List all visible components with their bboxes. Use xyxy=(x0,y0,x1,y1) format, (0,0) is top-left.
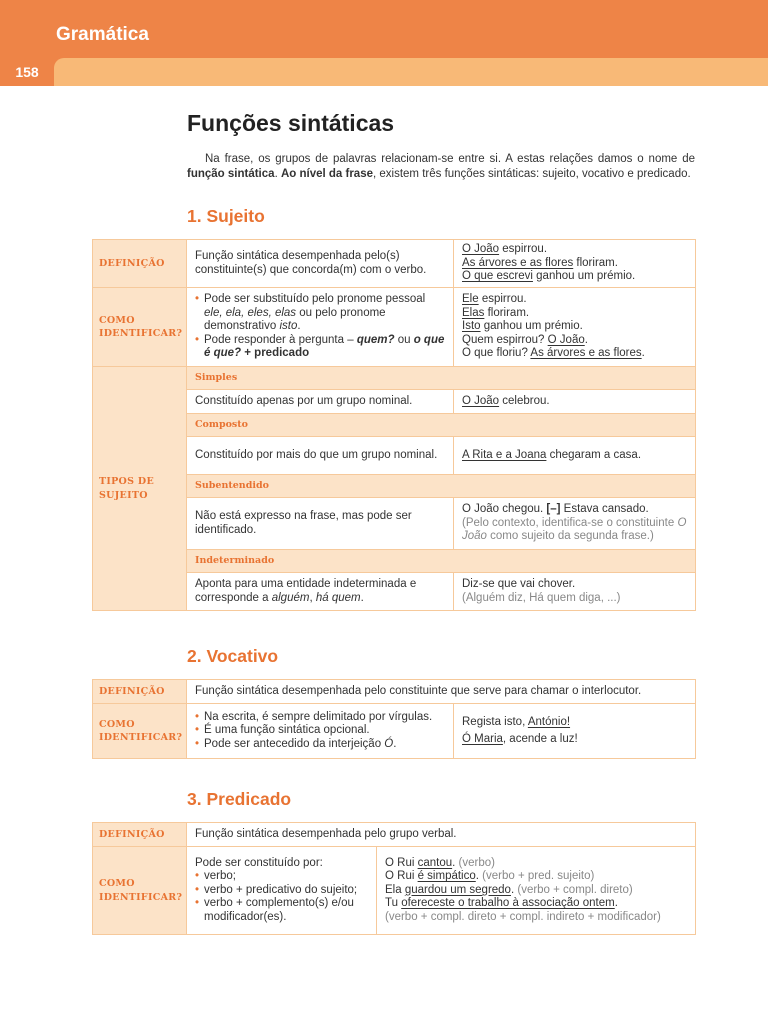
simples-text: Constituído apenas por um grupo nominal. xyxy=(187,390,454,414)
sublabel-indeterminado: Indeterminado xyxy=(187,550,696,573)
label-como-identificar: COMO IDENTIFICAR? xyxy=(93,288,187,367)
page-title: Funções sintáticas xyxy=(187,110,395,136)
sublabel-simples: Simples xyxy=(187,367,696,390)
list-item: • verbo + predicativo do sujeito; xyxy=(195,884,368,898)
list-item: • Na escrita, é sempre delimitado por vírgulas. xyxy=(195,711,445,725)
top-header-bar xyxy=(0,0,768,58)
subentendido-text: Não está expresso na frase, mas pode ser identificado. xyxy=(187,498,454,550)
identificar-bullets: Pode ser constituído por: • verbo; • verbo + predicativo do sujeito; • verbo + complemento(s) e/ou modificador(es). xyxy=(187,847,377,935)
indeterminado-example: Diz-se que vai chover. (Alguém diz, Há quem diga, ...) xyxy=(454,573,696,611)
label-como-identificar: COMO IDENTIFICAR? xyxy=(93,847,187,935)
intro-paragraph: Na frase, os grupos de palavras relacionam-se entre si. A estas relações damos o nome de função sintática. Ao nível da frase, existem três funções sintáticas: sujeito, vocativo e predicado. xyxy=(187,153,695,180)
page-number: 158 xyxy=(0,58,54,86)
heading-predicado: 3. Predicado xyxy=(187,789,292,809)
identificar-examples: O Rui cantou. (verbo) O Rui é simpático. (verbo + pred. sujeito) Ela guardou um segredo. (verbo + compl. direto) Tu ofereceste o trabalho à associação ontem. (verbo + compl. direto + compl. indireto + modificador) xyxy=(377,847,696,935)
simples-example: O João celebrou. xyxy=(454,390,696,414)
row-definicao xyxy=(93,680,696,704)
row-como-identificar xyxy=(93,847,696,935)
definicao-text: Função sintática desempenhada pelo(s) constituinte(s) que concorda(m) com o verbo. xyxy=(187,240,454,288)
list-item: • É uma função sintática opcional. xyxy=(195,724,445,738)
label-como-identificar: COMO IDENTIFICAR? xyxy=(93,704,187,759)
list-item: • verbo + complemento(s) e/ou modificador(es). xyxy=(195,897,368,924)
list-item: • Pode responder à pergunta – quem? ou o que é que? + predicado xyxy=(195,334,445,361)
indeterminado-text: Aponta para uma entidade indeterminada e corresponde a alguém, há quem. xyxy=(187,573,454,611)
identificar-examples: Regista isto, António! Ó Maria, acende a luz! xyxy=(454,704,696,759)
row-definicao xyxy=(93,240,696,288)
label-definicao: DEFINIÇÃO xyxy=(93,240,187,288)
sublabel-subentendido: Subentendido xyxy=(187,475,696,498)
label-definicao: DEFINIÇÃO xyxy=(93,680,187,704)
table-predicado xyxy=(92,822,696,935)
definicao-text: Função sintática desempenhada pelo grupo verbal. xyxy=(187,823,696,847)
table-sujeito xyxy=(92,239,696,611)
composto-text: Constituído por mais do que um grupo nominal. xyxy=(187,437,454,475)
header-band xyxy=(0,58,768,86)
identificar-bullets xyxy=(187,288,454,367)
composto-example: A Rita e a Joana chegaram a casa. xyxy=(454,437,696,475)
row-como-identificar xyxy=(93,288,696,367)
sublabel-composto: Composto xyxy=(187,414,696,437)
list-item: • Pode ser substituído pelo pronome pessoal ele, ela, eles, elas ou pelo pronome demonstrativo isto. xyxy=(195,293,445,334)
definicao-text: Função sintática desempenhada pelo constituinte que serve para chamar o interlocutor. xyxy=(187,680,696,704)
header-tab-notch xyxy=(54,58,64,86)
table-vocativo xyxy=(92,679,696,759)
identificar-bullets xyxy=(187,704,454,759)
row-definicao xyxy=(93,823,696,847)
identificar-examples: Ele espirrou. Elas floriram. Isto ganhou um prémio. Quem espirrou? O João. O que floriu? As árvores e as flores. xyxy=(454,288,696,367)
label-definicao: DEFINIÇÃO xyxy=(93,823,187,847)
subentendido-example: O João chegou. [–] Estava cansado. (Pelo contexto, identifica-se o constituinte O João como sujeito da segunda frase.) xyxy=(454,498,696,550)
section-title: Gramática xyxy=(56,24,149,45)
row-simples-label xyxy=(93,367,696,390)
list-item: • Pode ser antecedido da interjeição Ó. xyxy=(195,738,445,752)
definicao-examples: O João espirrou. As árvores e as flores floriram. O que escrevi ganhou um prémio. xyxy=(454,240,696,288)
row-como-identificar xyxy=(93,704,696,759)
heading-vocativo: 2. Vocativo xyxy=(187,646,279,666)
heading-sujeito: 1. Sujeito xyxy=(187,206,265,226)
label-tipos-de-sujeito: TIPOS DE SUJEITO xyxy=(93,367,187,611)
list-item: • verbo; xyxy=(195,870,368,884)
